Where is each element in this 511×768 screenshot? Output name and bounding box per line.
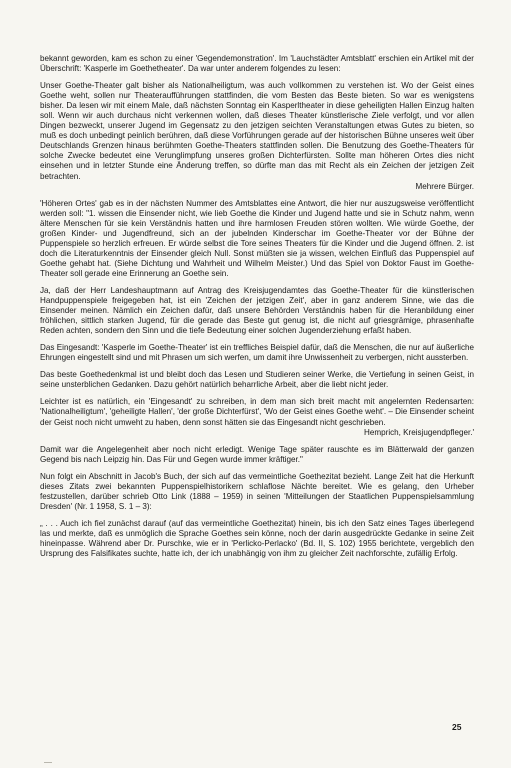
paragraph-blaetterwald: Damit war die Angelegenheit aber noch nicht erledigt. Wenige Tage später rauschte es im Blätterwald der ganzen Gegend bis nach Leipzig hin. Das Für und Gegen wurde immer kräftiger." — [40, 444, 474, 464]
page-number: 25 — [452, 722, 462, 732]
paragraph-answer: 'Höheren Ortes' gab es in der nächsten Nummer des Amtsblattes eine Antwort, die hier nur auszugsweise veröffentlicht werden soll: "1. wissen die Einsender nicht, wie lieb Goethe die Kinder und Jugend hatte und sie in Schutz nahm, wenn ältere Menschen für sie kein Verständnis hatten und ihre harmlosen Freuden stören wollten. Wie würde Goethe, der großen Kinder- und Jugendfreund, sich an der jubelnden Kinderschar im Goethe-Theater vor der Bühne der Puppenspiele so herzlich erfreuen. Er würde selbst die Tore seines Theaters für die Kinder und die Jugend öffnen. 2. ist doch die Literaturkenntnis der Einsender gleich Null. Sonst müßten sie ja wissen, welchen Einfluß das Puppenspiel auf Goethe gehabt hat. (Siehe Dichtung und Wahrheit und Wilhelm Meister.) Und das Spiel von Doktor Faust im Goethe-Theater soll gerade eine Erinnerung an Goethe sein. — [40, 198, 474, 278]
paragraph-goethedenkmal: Das beste Goethedenkmal ist und bleibt doch das Lesen und Studieren seiner Werke, die Vertiefung in seinen Geist, in seine unsterblichen Gedanken. Dazu gehört natürlich beharrliche Arbeit, aber die liebt nicht jeder. — [40, 370, 474, 390]
paragraph-redensarten: Leichter ist es natürlich, ein 'Eingesandt' zu schreiben, in dem man sich breit macht mit angelernten Redensarten: 'Nationalheiligtum', 'geheiligte Hallen', 'der große Dichterfürst', 'Wo der Geist eines Goethe weht'. – Die Einsender scheint der Geist noch nicht umweht zu haben, denn sonst hätten sie das Eingesandt nicht geschrieben. — [40, 397, 474, 427]
document-page — [40, 54, 474, 566]
scan-edge-mark — [44, 762, 52, 763]
paragraph-eingesandt: Das Eingesandt: 'Kasperle im Goethe-Theater' ist ein treffliches Beispiel dafür, daß die Menschen, die nur auf äußerliche Ehrungen eingestellt sind und mit Phrasen um sich werfen, um damit ihre Unwissenheit zu verbergen, nicht aussterben. — [40, 343, 474, 363]
paragraph-amtsblatt-article: Unser Goethe-Theater galt bisher als Nationalheiligtum, was auch vollkommen zu verstehen ist. Wo der Geist eines Goethe weht, sollen nur Theateraufführungen stattfinden, die vom Besten das Beste bieten. So war es wenigstens bisher. Da lesen wir mit einem Male, daß nächsten Sonntag ein Kasperltheater in diese geheiligten Hallen Einzug halten soll. Wenn wir auch durchaus nicht verkennen wollen, daß dieses Theater künstlerische Ziele verfolgt, und vor allen Dingen bezweckt, unserer Jugend im Gegensatz zu den jetzigen seichten Veranstaltungen etwas Gutes zu bieten, so muß es doch unbedingt peinlich berühren, daß diese Vorführungen gerade auf der historischen Bühne unseres weit über Deutschlands Grenzen hinaus berühmten Goethe-Theaters stattfinden sollen. Die Benutzung des Goethe-Theaters für solche Zwecke bedeutet eine Verunglimpfung unseres großen Dichterfürsten. Sollte man höheren Ortes dies nicht einsehen und in letzter Stunde eine Änderung treffen, so dürfte man das mit Recht als ein Zeichen der jetzigen Zeit betrachten. — [40, 81, 474, 181]
paragraph-landeshauptmann: Ja, daß der Herr Landeshauptmann auf Antrag des Kreisjugendamtes das Goethe-Theater für die künstlerischen Handpuppenspiele freigegeben hat, ist ein 'Zeichen der jetzigen Zeit', aber in ganz anderem Sinne, wie das die Einsender meinen. Nämlich ein Zeichen dafür, daß unsere Behörden Verständnis haben für die Heranbildung einer fröhlichen, sittlich starken Jugend, für die gerade das Beste gut genug ist, die nicht auf griesgrämige, phrasenhafte Reden achten, sondern den Sinn und die tiefe Bedeutung einer solchen Jugenderziehung erfaßt haben. — [40, 285, 474, 336]
signature-hemprich: Hemprich, Kreisjugendpfleger.' — [364, 427, 474, 437]
signature-buerger: Mehrere Bürger. — [415, 181, 474, 191]
paragraph-link-quote: „ . . . Auch ich fiel zunächst darauf (auf das vermeintliche Goethezitat) hinein, bis ich den Satz eines Tages überlegend las und merkte, daß es unmöglich die Sprache Goethes sein könne, noch der darin ausgedrückte Gedanke in seine Zeit hineinpasse. Während aber Dr. Purschke, wie er in 'Perlicko-Perlacko' (Bd. II, S. 102) 1955 berichtete, vergeblich den Ursprung des Falsifikates suchte, hatte ich, der ich unabhängig von ihm zu gleicher Zeit nachforschte, zufällig Erfolg. — [40, 518, 474, 559]
paragraph-intro: bekannt geworden, kam es schon zu einer 'Gegendemonstration'. Im 'Lauchstädter Amtsblatt' erschien ein Artikel mit der Überschrift: 'Kasperle im Goethetheater'. Da war unter anderem folgendes zu lesen: — [40, 54, 474, 74]
paragraph-jacob-buch: Nun folgt ein Abschnitt in Jacob's Buch, der sich auf das vermeintliche Goethezitat bezieht. Lange Zeit hat die Herkunft dieses Zitats zwei bekannten Puppenspielhistorikern schlaflose Nächte bereitet. Wie es gelang, den Urheber festzustellen, darüber schrieb Otto Link (1888 – 1959) in seinen 'Mitteilungen der Staatlichen Puppenspielsammlung Dresden' (Nr. 1 1958, S. 1 – 3): — [40, 471, 474, 511]
